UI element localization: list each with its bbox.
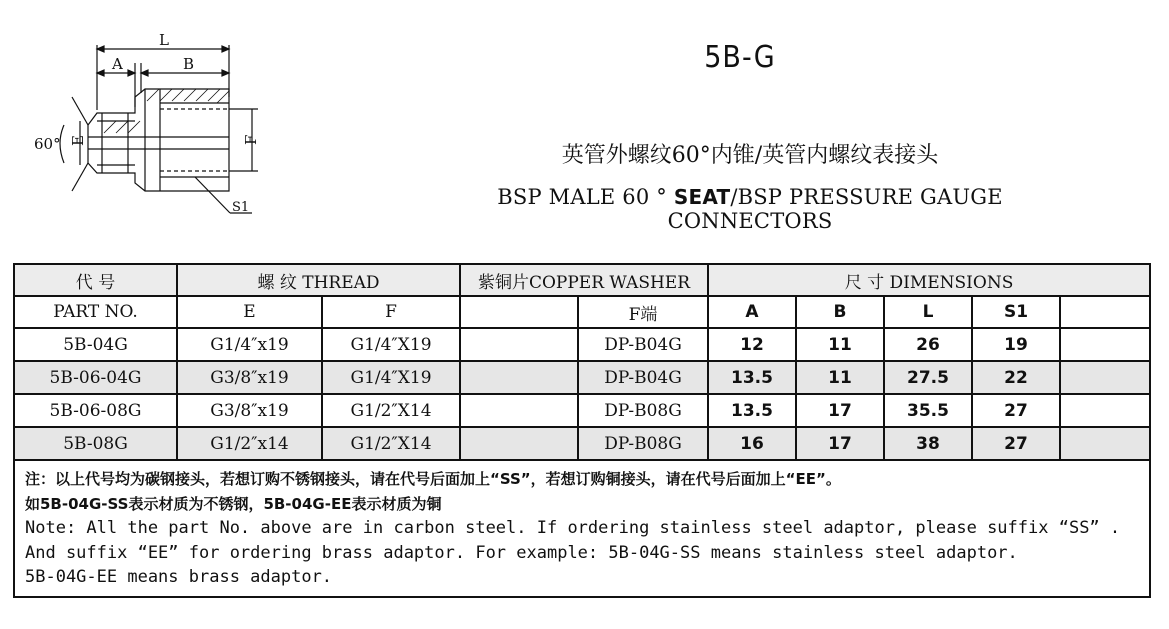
cell-e: G1/2″x14 xyxy=(177,427,322,460)
title-chinese: 英管外螺纹60°内锥/英管内螺纹表接头 xyxy=(561,143,939,168)
cell-e: G3/8″x19 xyxy=(177,394,322,427)
cell-a: 16 xyxy=(708,427,796,460)
cell-washer: DP-B04G xyxy=(578,361,708,394)
header-f: F xyxy=(322,296,460,328)
title-english-post: /BSP PRESSURE GAUGE CONNECTORS xyxy=(667,185,1003,233)
fitting-drawing xyxy=(20,25,270,225)
cell-extra xyxy=(1060,394,1150,427)
cell-s1: 19 xyxy=(972,328,1060,361)
spec-table xyxy=(13,263,1151,598)
cell-l: 38 xyxy=(884,427,972,460)
cell-b: 11 xyxy=(796,328,884,361)
cell-extra xyxy=(1060,427,1150,460)
table-row xyxy=(14,427,1150,460)
title-english-pre: BSP MALE 60 ° xyxy=(497,185,667,209)
dim-label-a: A xyxy=(112,55,123,73)
header-extra xyxy=(1060,296,1150,328)
cell-a: 13.5 xyxy=(708,394,796,427)
table-header-row xyxy=(14,264,1150,296)
cell-l: 35.5 xyxy=(884,394,972,427)
cell-part: 5B-06-08G xyxy=(14,394,177,427)
header-s1: S1 xyxy=(972,296,1060,328)
cell-washer-blank xyxy=(460,328,578,361)
note-row xyxy=(14,460,1150,597)
cell-part: 5B-08G xyxy=(14,427,177,460)
cell-part: 5B-04G xyxy=(14,328,177,361)
cell-washer-blank xyxy=(460,427,578,460)
dim-label-s1: S1 xyxy=(232,200,250,215)
cell-extra xyxy=(1060,361,1150,394)
note-cell xyxy=(14,460,1150,597)
title-english-bold: SEAT xyxy=(673,185,731,209)
note-en-line-2: And suffix “EE” for ordering brass adaptor. For example: 5B-04G-SS means stainless steel adaptor. xyxy=(25,542,1018,563)
cell-e: G1/4″x19 xyxy=(177,328,322,361)
note-en-line-3: 5B-04G-EE means brass adaptor. xyxy=(25,567,333,587)
cell-e: G3/8″x19 xyxy=(177,361,322,394)
header-b: B xyxy=(796,296,884,328)
cell-b: 17 xyxy=(796,427,884,460)
cell-part: 5B-06-04G xyxy=(14,361,177,394)
header-f-end: F端 xyxy=(578,296,708,328)
note-cn-line-1: 注：以上代号均为碳钢接头，若想订购不锈钢接头，请在代号后面加上“SS”，若想订购铜接头，请在代号后面加上“EE”。 xyxy=(25,470,841,488)
cell-s1: 27 xyxy=(972,427,1060,460)
dim-label-e: E xyxy=(69,135,87,146)
table-row xyxy=(14,328,1150,361)
cell-washer: DP-B08G xyxy=(578,427,708,460)
note-en-line-1: Note: All the part No. above are in carbon steel. If ordering stainless steel adaptor, please suffix “SS” . xyxy=(25,518,1121,538)
cell-l: 27.5 xyxy=(884,361,972,394)
cell-washer: DP-B08G xyxy=(578,394,708,427)
cell-f: G1/2″X14 xyxy=(322,394,460,427)
header-thread: 螺 纹 THREAD xyxy=(177,264,460,296)
header-part-cn: 代 号 xyxy=(14,264,177,296)
dim-label-f: F xyxy=(242,134,260,145)
header-e: E xyxy=(177,296,322,328)
cell-l: 26 xyxy=(884,328,972,361)
header-a: A xyxy=(708,296,796,328)
cell-washer-blank xyxy=(460,361,578,394)
table-row xyxy=(14,361,1150,394)
table-subheader-row xyxy=(14,296,1150,328)
title-english xyxy=(420,185,1080,233)
table-row xyxy=(14,394,1150,427)
header-washer: 紫铜片COPPER WASHER xyxy=(460,264,708,296)
model-code: 5B-G xyxy=(704,40,776,75)
header-washer-blank xyxy=(460,296,578,328)
dim-label-b: B xyxy=(183,55,195,73)
cell-extra xyxy=(1060,328,1150,361)
header-part-en: PART NO. xyxy=(14,296,177,328)
cell-s1: 22 xyxy=(972,361,1060,394)
cell-f: G1/2″X14 xyxy=(322,427,460,460)
cell-b: 11 xyxy=(796,361,884,394)
dim-label-angle: 60° xyxy=(34,135,61,153)
note-cn-line-2: 如5B-04G-SS表示材质为不锈钢，5B-04G-EE表示材质为铜 xyxy=(25,494,442,513)
header-dimensions: 尺 寸 DIMENSIONS xyxy=(708,264,1150,296)
cell-a: 12 xyxy=(708,328,796,361)
cell-b: 17 xyxy=(796,394,884,427)
cell-f: G1/4″X19 xyxy=(322,361,460,394)
cell-s1: 27 xyxy=(972,394,1060,427)
cell-a: 13.5 xyxy=(708,361,796,394)
cell-washer-blank xyxy=(460,394,578,427)
cell-f: G1/4″X19 xyxy=(322,328,460,361)
header-l: L xyxy=(884,296,972,328)
dim-label-l: L xyxy=(159,31,169,49)
cell-washer: DP-B04G xyxy=(578,328,708,361)
